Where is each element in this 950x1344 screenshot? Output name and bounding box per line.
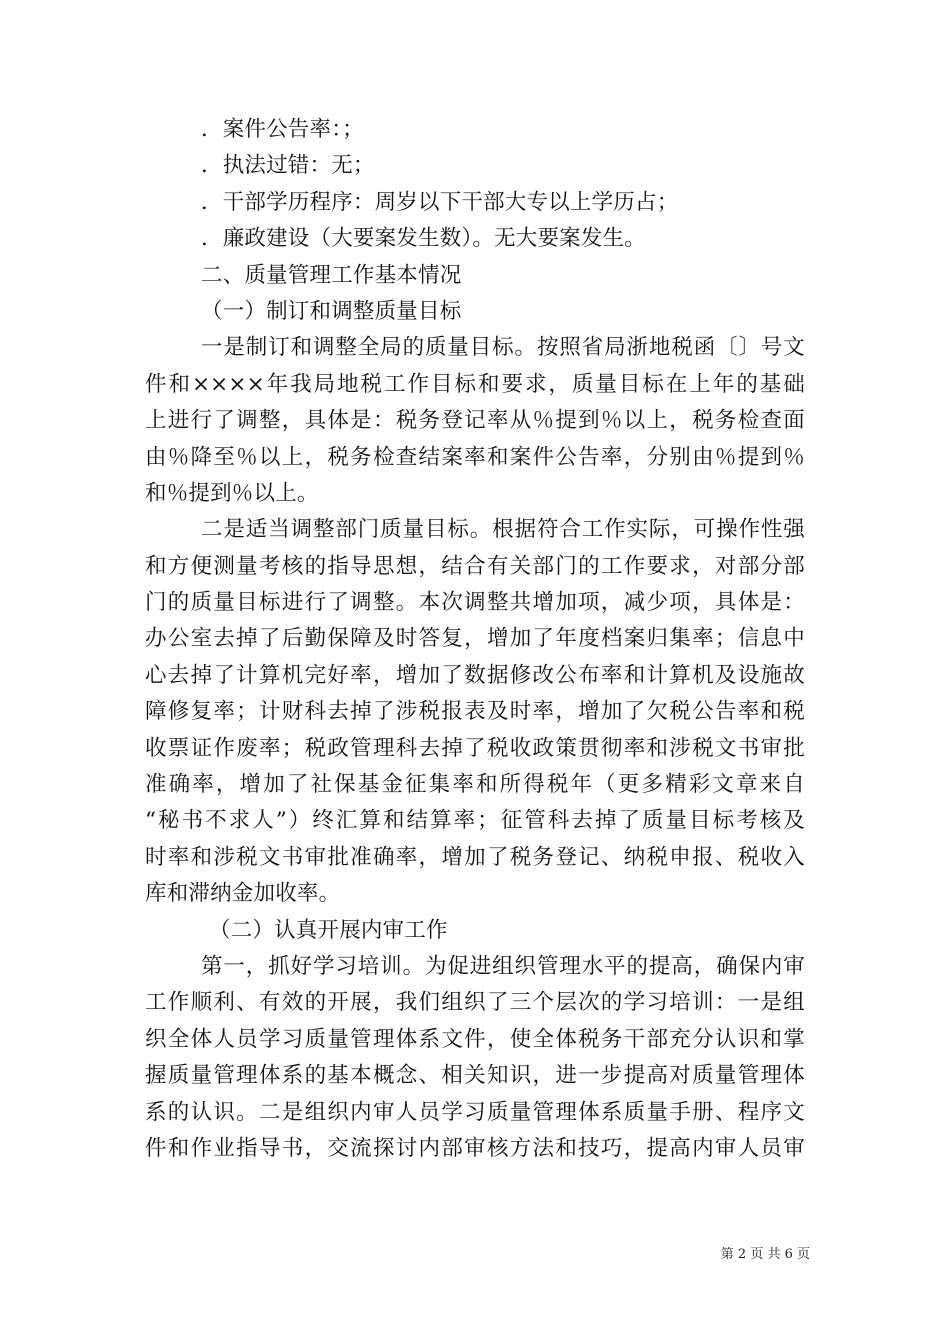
paragraph-line: 由％降至％以上，税务检查结案率和案件公告率，分别由％提到％ [145, 444, 805, 470]
paragraph-line: 件和××××年我局地税工作目标和要求，质量目标在上年的基础 [145, 371, 805, 397]
paragraph-line: 织全体人员学习质量管理体系文件，使全体税务干部充分认识和掌 [145, 1026, 805, 1052]
paragraph-line: 和方便测量考核的指导思想，结合有关部门的工作要求，对部分部 [145, 553, 805, 579]
text-line-item-enforcement-error: ．执法过错：无； [201, 153, 375, 179]
paragraph-line: 握质量管理体系的基本概念、相关知识，进一步提高对质量管理体 [145, 1063, 805, 1089]
paragraph-line: 工作顺利、有效的开展，我们组织了三个层次的学习培训：一是组 [145, 990, 805, 1016]
paragraph-line: 障修复率；计财科去掉了涉税报表及时率，增加了欠税公告率和税 [145, 699, 805, 725]
paragraph-line: 和％提到％以上。 [145, 480, 319, 506]
paragraph-line: 收票证作废率；税政管理科去掉了税收政策贯彻率和涉税文书审批 [145, 735, 805, 761]
text-line-item-cadre-education: ．干部学历程序：周岁以下干部大专以上学历占； [201, 189, 679, 215]
paragraph-line: 准确率，增加了社保基金征集率和所得税年（更多精彩文章来自 [145, 772, 805, 798]
paragraph-line: 二是适当调整部门质量目标。根据符合工作实际，可操作性强 [201, 517, 805, 543]
document-body [145, 112, 805, 1167]
subsection-heading-1: （一）制订和调整质量目标 [201, 298, 462, 324]
paragraph-line: 一是制订和调整全局的质量目标。按照省局浙地税函〔〕号文 [201, 335, 805, 361]
paragraph-line: 办公室去掉了后勤保障及时答复，增加了年度档案归集率；信息中 [145, 626, 805, 652]
paragraph-line: 件和作业指导书，交流探讨内部审核方法和技巧，提高内审人员审 [145, 1135, 805, 1161]
subsection-heading-2: （二）认真开展内审工作 [209, 917, 448, 943]
paragraph-line: 门的质量目标进行了调整。本次调整共增加项，减少项，具体是： [145, 590, 805, 616]
paragraph-line: 第一，抓好学习培训。为促进组织管理水平的提高，确保内审 [201, 953, 805, 979]
paragraph-line: 心去掉了计算机完好率，增加了数据修改公布率和计算机及设施故 [145, 662, 805, 688]
paragraph-line: 上进行了调整，具体是：税务登记率从％提到％以上，税务检查面 [145, 408, 805, 434]
paragraph-line: 时率和涉税文书审批准确率，增加了税务登记、纳税申报、税收入 [145, 844, 805, 870]
text-line-item-case-announcement: ．案件公告率：； [201, 117, 364, 142]
paragraph-line: 系的认识。二是组织内审人员学习质量管理体系质量手册、程序文 [145, 1099, 805, 1125]
text-line-item-integrity: ．廉政建设（大要案发生数）。无大要案发生。 [201, 226, 646, 252]
section-heading-2: 二、质量管理工作基本情况 [201, 262, 462, 288]
page-number-footer: 第 2 页 共 6 页 [720, 1247, 810, 1262]
paragraph-line: “秘书不求人”）终汇算和结算率；征管科去掉了质量目标考核及 [145, 808, 805, 834]
paragraph-line: 库和滞纳金加收率。 [145, 881, 341, 907]
